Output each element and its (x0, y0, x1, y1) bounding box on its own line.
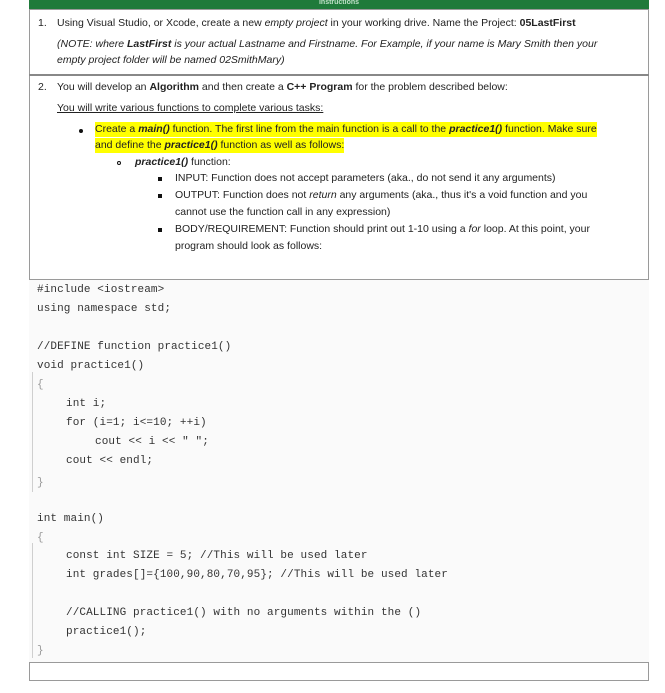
square-bullet-icon (158, 177, 162, 181)
bullet1-line2 (95, 138, 344, 153)
note-text-c: is your actual Lastname and Firstname. For Example, if your name is Mary Smith then your (171, 38, 598, 50)
bullet1-line1 (95, 122, 597, 137)
code-line-open-brace: { (37, 532, 44, 544)
body-text-b: for (468, 223, 481, 235)
bullet1-text-f: and define the (95, 139, 165, 151)
square-bullet-icon (158, 194, 162, 198)
code-line-grades-array: int grades[]={100,90,80,70,95}; //This will be used later (66, 569, 448, 581)
bullet1-text-d: practice1() (449, 123, 503, 135)
body-text-a: BODY/REQUIREMENT: Function should print out 1-10 using a (175, 223, 469, 235)
step1-text-a: Using Visual Studio, or Xcode, create a new (57, 17, 265, 29)
bullet1-text-c: function. The first line from the main function is a call to the (169, 123, 450, 135)
code-line-close-brace: } (37, 477, 44, 489)
code-line-comment-calling: //CALLING practice1() with no arguments within the () (66, 607, 422, 619)
output-text-c: any arguments (aka., thus it's a void function and you (336, 189, 588, 201)
step1-project-name: 05LastFirst (519, 17, 576, 29)
bullet1-text-g: practice1() (164, 139, 218, 151)
note-text-b: LastFirst (127, 38, 172, 50)
circle-bullet-icon (117, 161, 121, 165)
code-line-call-practice1: practice1(); (66, 626, 147, 638)
code-line-for-loop: for (i=1; i<=10; ++i) (66, 417, 207, 429)
step1-note-line2: empty project folder will be named 02SmithMary) (57, 54, 285, 66)
output-requirement (175, 188, 587, 203)
code-line-cout-endl: cout << endl; (66, 455, 154, 467)
instructions-header (29, 0, 649, 9)
step2-text-d: C++ Program (286, 81, 353, 93)
code-line-close-brace: } (37, 645, 44, 657)
step2-text-a: You will develop an (57, 81, 150, 93)
body-requirement-line2: program should look as follows: (175, 240, 323, 252)
sub-bullet-heading (135, 155, 231, 170)
code-line-comment-define: //DEFINE function practice1() (37, 341, 232, 353)
sub-bullet-text-a: practice1() (135, 156, 189, 168)
row-divider (29, 74, 649, 76)
code-line-void-practice1: void practice1() (37, 360, 145, 372)
indent-guide (32, 543, 33, 658)
step2-text-e: for the problem described below: (352, 81, 508, 93)
indent-guide (32, 372, 33, 492)
body-text-c: loop. At this point, your (480, 223, 590, 235)
code-line-int-main: int main() (37, 513, 105, 525)
code-line-namespace: using namespace std; (37, 303, 172, 315)
body-requirement (175, 222, 590, 237)
bullet-icon (79, 129, 83, 133)
step1-number: 1. (38, 17, 47, 29)
step2-text-c: and then create a (199, 81, 287, 93)
output-requirement-line2: cannot use the function call in any expression) (175, 206, 391, 218)
bullet1-text-b: main() (138, 123, 170, 135)
step2-text-b: Algorithm (149, 81, 200, 93)
step2-number: 2. (38, 81, 47, 93)
row-divider (29, 662, 649, 663)
output-text-b: return (309, 189, 337, 201)
code-line-const-size: const int SIZE = 5; //This will be used later (66, 550, 368, 562)
step1-note-line1 (57, 37, 597, 52)
bullet1-text-a: Create a (95, 123, 139, 135)
step1-instruction (57, 16, 576, 31)
header-title: Instructions (318, 0, 360, 6)
step2-subtitle: You will write various functions to complete various tasks: (57, 102, 324, 114)
step1-text-b: empty project (264, 17, 328, 29)
square-bullet-icon (158, 228, 162, 232)
step1-text-c: in your working drive. Name the Project: (327, 17, 520, 29)
step2-instruction (57, 80, 508, 95)
code-line-cout-i: cout << i << " "; (95, 436, 209, 448)
code-line-open-brace: { (37, 379, 44, 391)
code-line-int-i: int i; (66, 398, 107, 410)
output-text-a: OUTPUT: Function does not (175, 189, 310, 201)
note-text-a: (NOTE: where (57, 38, 128, 50)
code-line-include: #include <iostream> (37, 284, 165, 296)
bullet1-text-h: function as well as follows: (217, 139, 345, 151)
sub-bullet-text-b: function: (188, 156, 231, 168)
bullet1-text-e: function. Make sure (502, 123, 597, 135)
input-requirement: INPUT: Function does not accept parameters (aka., do not send it any arguments) (175, 172, 556, 184)
